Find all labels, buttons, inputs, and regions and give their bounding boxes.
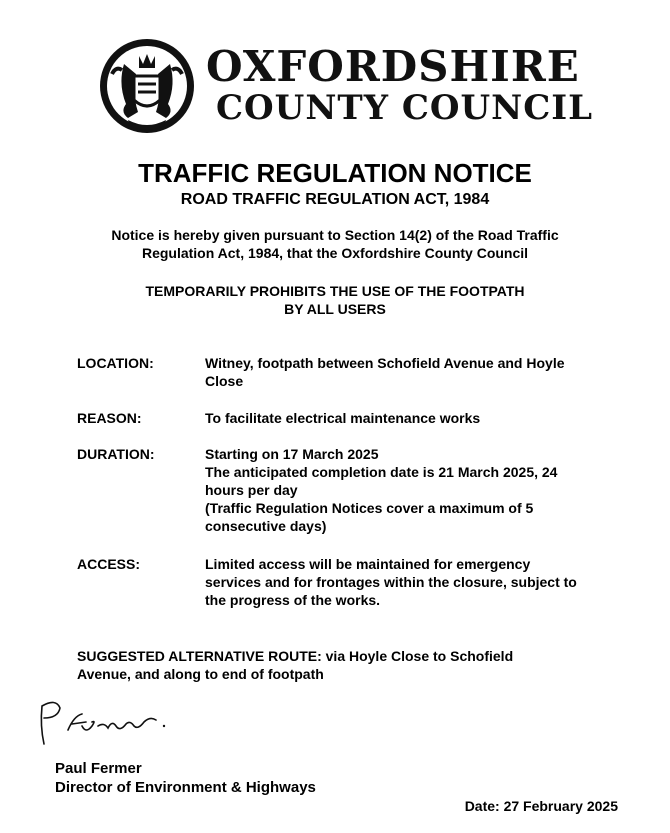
alternative-route [77, 647, 513, 683]
notice-subtitle: ROAD TRAFFIC REGULATION ACT, 1984 [180, 191, 490, 208]
location-line: Witney, footpath between Schofield Avenue and Hoyle [205, 355, 565, 371]
duration-line: (Traffic Regulation Notices cover a maximum of 5 [205, 500, 534, 516]
council-name-line-2: COUNTY COUNCIL [216, 88, 594, 128]
signatory-block [55, 759, 316, 797]
alternative-route-line: Avenue, and along to end of footpath [77, 666, 324, 682]
intro-line: Notice is hereby given pursuant to Section 14(2) of the Road Traffic [111, 227, 559, 243]
prohibition-line: BY ALL USERS [284, 301, 386, 317]
notice-intro [0, 226, 670, 262]
access-line: the progress of the works. [205, 592, 381, 608]
reason-line: To facilitate electrical maintenance works [205, 410, 481, 426]
council-header [98, 34, 594, 144]
duration-line: consecutive days) [205, 518, 327, 534]
access-line: Limited access will be maintained for emergency [205, 556, 531, 572]
oxfordshire-crest-icon [98, 34, 196, 138]
location-value [205, 354, 635, 390]
prohibition-line: TEMPORARILY PROHIBITS THE USE OF THE FOOTPATH [145, 283, 525, 299]
signatory-title: Director of Environment & Highways [55, 779, 316, 796]
signatory-name: Paul Fermer [55, 760, 142, 777]
alternative-route-line: SUGGESTED ALTERNATIVE ROUTE: via Hoyle Close to Schofield [77, 648, 514, 664]
intro-line: Regulation Act, 1984, that the Oxfordshire County Council [141, 245, 529, 261]
duration-value [205, 445, 635, 535]
handwritten-signature [34, 696, 174, 756]
reason-label: REASON: [77, 410, 142, 426]
duration-line: Starting on 17 March 2025 [205, 446, 379, 462]
location-line: Close [205, 373, 244, 389]
access-label: ACCESS: [77, 556, 141, 572]
access-value [205, 555, 635, 609]
duration-label: DURATION: [77, 446, 155, 462]
location-label: LOCATION: [77, 355, 154, 371]
notice-date: Date: 27 February 2025 [464, 798, 618, 814]
council-name-line-1: OXFORDSHIRE [206, 42, 580, 91]
access-line: services and for frontages within the closure, subject to [205, 574, 577, 590]
notice-title: TRAFFIC REGULATION NOTICE [138, 158, 532, 188]
duration-line: The anticipated completion date is 21 March 2025, 24 [205, 464, 558, 480]
duration-line: hours per day [205, 482, 298, 498]
reason-value [205, 409, 635, 427]
prohibition-statement [0, 282, 670, 318]
